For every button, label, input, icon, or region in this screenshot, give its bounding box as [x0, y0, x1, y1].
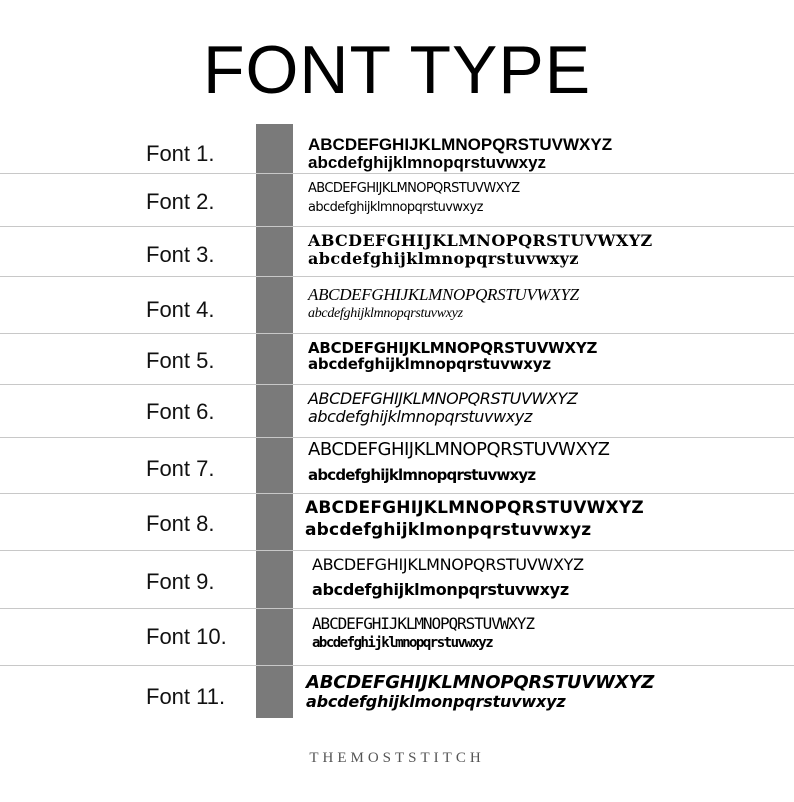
row-divider: [0, 608, 794, 609]
row-divider: [0, 493, 794, 494]
font-label: Font 9.: [146, 569, 215, 594]
uppercase-sample: ABCDEFGHIJKLMNOPQRSTUVWXYZ: [312, 555, 584, 574]
brand-watermark: THEMOSTSTITCH: [309, 750, 485, 766]
uppercase-sample: ABCDEFGHIJKLMNOPQRSTUVWXYZ: [308, 181, 520, 196]
row-divider: [0, 437, 794, 438]
lowercase-sample: abcdefghijklmonpqrstuvwxyz: [305, 520, 592, 540]
font-label: Font 5.: [146, 348, 215, 373]
font-sample: [308, 341, 597, 372]
lowercase-sample: abcdefghijklmonpqrstuvwxyz: [306, 692, 566, 711]
font-sample: [308, 136, 612, 171]
font-label: Font 1.: [146, 141, 215, 166]
font-sample: [312, 557, 584, 598]
font-sample: [308, 233, 653, 267]
font-sample: [308, 441, 610, 483]
uppercase-sample: ABCDEFGHIJKLMNOPQRSTUVWXYZ: [308, 439, 610, 460]
lowercase-sample: abcdefghijklmnopqrstuvwxyz: [308, 466, 536, 484]
lowercase-sample: abcdefghijklmnopqrstuvwxyz: [308, 200, 483, 215]
uppercase-sample: ABCDEFGHIJKLMNOPQRSTUVWXYZ: [308, 339, 598, 357]
font-sample: [308, 182, 520, 214]
font-label: Font 3.: [146, 242, 215, 267]
font-sample: [308, 391, 577, 425]
row-divider: [0, 173, 794, 174]
font-label: Font 8.: [146, 511, 215, 536]
font-sample: [308, 286, 579, 321]
row-divider: [0, 226, 794, 227]
uppercase-sample: ABCDEFGHIJKLMNOPQRSTUVWXYZ: [308, 135, 613, 154]
lowercase-sample: abcdefghijklmnopqrstuvwxyz: [308, 153, 547, 172]
uppercase-sample: ABCDEFGHIJKLMNOPQRSTUVWXYZ: [305, 498, 644, 518]
uppercase-sample: ABCDEFGHIJKLMNOPQRSTUVWXYZ: [308, 231, 653, 250]
row-divider: [0, 550, 794, 551]
uppercase-sample: ABCDEFGHIJKLMNOPQRSTUVWXYZ: [312, 614, 534, 633]
uppercase-sample: ABCDEFGHIJKLMNOPQRSTUVWXYZ: [308, 389, 578, 408]
lowercase-sample: abcdefghijklmnopqrstuvwxyz: [308, 407, 532, 426]
uppercase-sample: ABCDEFGHIJKLMNOPQRSTUVWXYZ: [306, 672, 655, 693]
uppercase-sample: ABCDEFGHIJKLMNOPQRSTUVWXYZ: [308, 285, 579, 304]
sample-color-bar: [256, 124, 293, 718]
lowercase-sample: abcdefghijklmnopqrstuvwxyz: [308, 355, 551, 373]
font-label: Font 11.: [146, 684, 226, 709]
lowercase-sample: abcdefghijklmnopqrstuvwxyz: [308, 249, 579, 268]
font-label: Font 10.: [146, 624, 227, 649]
page-title: FONT TYPE: [202, 32, 592, 108]
font-label: Font 7.: [146, 456, 215, 481]
lowercase-sample: abcdefghijklmonpqrstuvwxyz: [312, 580, 569, 599]
font-sample: [312, 616, 534, 650]
font-label: Font 6.: [146, 399, 215, 424]
lowercase-sample: abcdefghijklmnopqrstuvwxyz: [312, 635, 493, 651]
font-label: Font 4.: [146, 297, 215, 322]
row-divider: [0, 276, 794, 277]
font-label: Font 2.: [146, 189, 215, 214]
row-divider: [0, 333, 794, 334]
font-sample: [306, 674, 654, 710]
row-divider: [0, 384, 794, 385]
lowercase-sample: abcdefghijklmnopqrstuvwxyz: [308, 306, 463, 321]
font-sample: [305, 500, 644, 539]
row-divider: [0, 665, 794, 666]
